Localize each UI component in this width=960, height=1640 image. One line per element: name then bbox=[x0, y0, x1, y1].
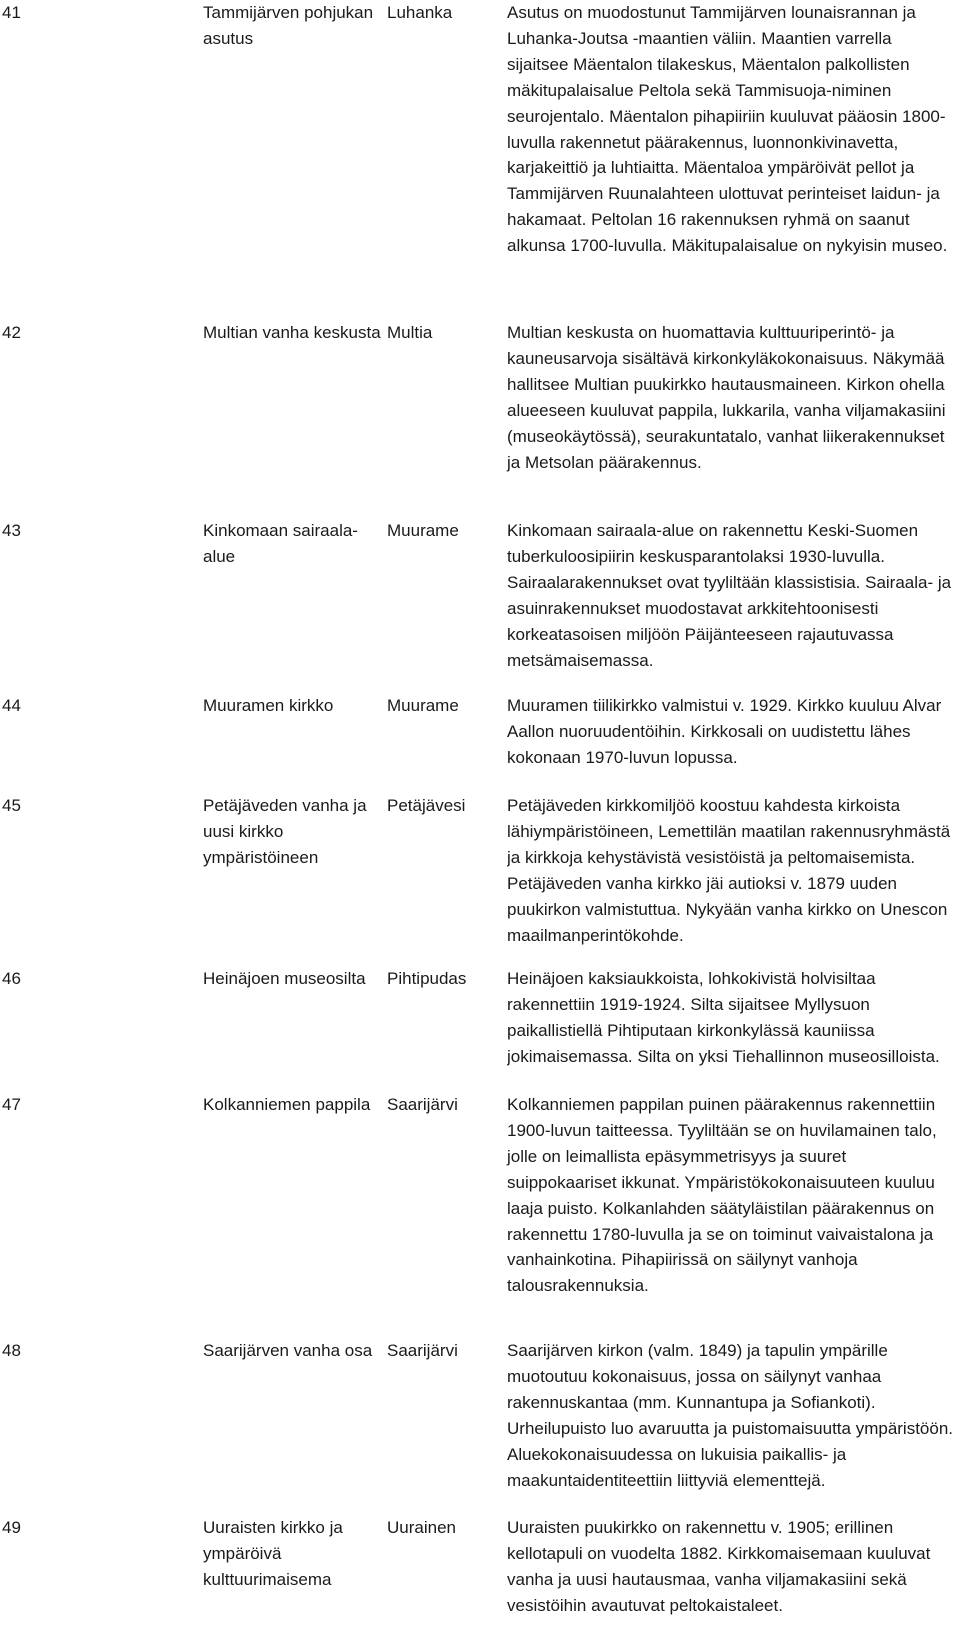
site-name: Uuraisten kirkko ja ympäröivä kulttuurimaisema bbox=[203, 1518, 343, 1589]
site-description: Kinkomaan sairaala-alue on rakennettu Keski-Suomen tuberkuloosipiirin keskusparantolaksi 1930-luvulla. Sairaalarakennukset ovat tyyliltään klassistisia. Sairaala- ja asuinrakennukset muodostavat arkkitehtoonisesti korkeatasoisen miljöön Päijänteeseen rajautuvassa metsämaisemassa. bbox=[507, 521, 952, 670]
site-number: 47 bbox=[2, 1095, 21, 1114]
site-number: 42 bbox=[2, 323, 21, 342]
site-name: Petäjäveden vanha ja uusi kirkko ympäristöineen bbox=[203, 796, 367, 867]
site-name: Kinkomaan sairaala-alue bbox=[203, 521, 358, 566]
site-name: Kolkanniemen pappila bbox=[203, 1095, 371, 1114]
site-municipality: Multia bbox=[387, 323, 433, 342]
site-description: Heinäjoen kaksiaukkoista, lohkokivistä holvisiltaa rakennettiin 1919-1924. Silta sijaitsee Myllysuon paikallistiellä Pihtiputaan kirkonkylässä kauniissa jokimaisemassa. Silta on yksi Tiehallinnon museosilloista. bbox=[507, 969, 940, 1066]
site-name: Multian vanha keskusta bbox=[203, 323, 381, 342]
site-number: 46 bbox=[2, 969, 21, 988]
site-name: Saarijärven vanha osa bbox=[203, 1341, 373, 1360]
site-number: 43 bbox=[2, 521, 21, 540]
site-name: Heinäjoen museosilta bbox=[203, 969, 366, 988]
site-number: 49 bbox=[2, 1518, 21, 1537]
site-municipality: Luhanka bbox=[387, 3, 453, 22]
site-municipality: Pihtipudas bbox=[387, 969, 467, 988]
site-number: 45 bbox=[2, 796, 21, 815]
site-municipality: Saarijärvi bbox=[387, 1341, 458, 1360]
site-municipality: Uurainen bbox=[387, 1518, 456, 1537]
site-description: Muuramen tiilikirkko valmistui v. 1929. Kirkko kuuluu Alvar Aallon nuoruudentöihin. Kirkkosali on uudistettu lähes kokonaan 1970-luvun lopussa. bbox=[507, 696, 942, 767]
site-description: Kolkanniemen pappilan puinen päärakennus rakennettiin 1900-luvun taitteessa. Tyyliltään se on huvilamainen talo, jolle on leimallista epäsymmetrisyys ja suuret suippokaariset ikkunat. Ympäristökokonaisuuteen kuuluu laaja puisto. Kolkanlahden säätyläistilan päärakennus on rakennettu 1780-luvulla ja se on toiminut vaivaistalona ja vanhainkotina. Pihapiirissä on säilynyt vanhoja talousrakennuksia. bbox=[507, 1095, 937, 1296]
site-description: Uuraisten puukirkko on rakennettu v. 1905; erillinen kellotapuli on vuodelta 1882. Kirkkomaisemaan kuuluvat vanha ja uusi hautausmaa, vanha viljamakasiini sekä vesistöihin avautuvat peltokaistaleet. bbox=[507, 1518, 931, 1615]
site-municipality: Saarijärvi bbox=[387, 1095, 458, 1114]
site-number: 44 bbox=[2, 696, 21, 715]
site-description: Saarijärven kirkon (valm. 1849) ja tapulin ympärille muotoutuu kokonaisuus, jossa on säilynyt vanhaa rakennuskantaa (mm. Kunnantupa ja Sofiankoti). Urheilupuisto luo avaruutta ja puistomaisuutta ympäristöön. Aluekokonaisuudessa on lukuisia paikallis- ja maakuntaidentiteettiin liittyviä elementtejä. bbox=[507, 1341, 954, 1490]
site-name: Muuramen kirkko bbox=[203, 696, 334, 715]
site-municipality: Muurame bbox=[387, 521, 459, 540]
site-municipality: Petäjävesi bbox=[387, 796, 466, 815]
site-number: 41 bbox=[2, 3, 21, 22]
site-name: Tammijärven pohjukan asutus bbox=[203, 3, 374, 48]
site-description: Multian keskusta on huomattavia kulttuuriperintö- ja kauneusarvoja sisältävä kirkonkyläkokonaisuus. Näkymää hallitsee Multian puukirkko hautausmaineen. Kirkon ohella alueeseen kuuluvat pappila, lukkarila, vanha viljamakasiini (museokäytössä), seurakuntatalo, vanhat liikerakennukset ja Metsolan päärakennus. bbox=[507, 323, 946, 472]
site-description: Asutus on muodostunut Tammijärven lounaisrannan ja Luhanka-Joutsa -maantien väliin. Maantien varrella sijaitsee Mäentalon tilakeskus, Mäentalon palkollisten mäkitupalaisalue Peltola sekä Tammisuoja-niminen seurojentalo. Mäentalon pihapiiriin kuuluvat pääosin 1800-luvulla rakennetut päärakennus, luonnonkivinavetta, karjakeittiö ja luhtiaitta. Mäentaloa ympäröivät pellot ja Tammijärven Ruunalahteen ulottuvat perinteiset laidun- ja hakamaat. Peltolan 16 rakennuksen ryhmä on saanut alkunsa 1700-luvulla. Mäkitupalaisalue on nykyisin museo. bbox=[507, 3, 948, 256]
site-municipality: Muurame bbox=[387, 696, 459, 715]
site-number: 48 bbox=[2, 1341, 21, 1360]
site-description: Petäjäveden kirkkomiljöö koostuu kahdesta kirkoista lähiympäristöineen, Lemettilän maatilan rakennusryhmästä ja kirkkoja kehystävistä vesistöistä ja peltomaisemista. Petäjäveden vanha kirkko jäi autioksi v. 1879 uuden puukirkon valmistuttua. Nykyään vanha kirkko on Unescon maailmanperintökohde. bbox=[507, 796, 951, 945]
